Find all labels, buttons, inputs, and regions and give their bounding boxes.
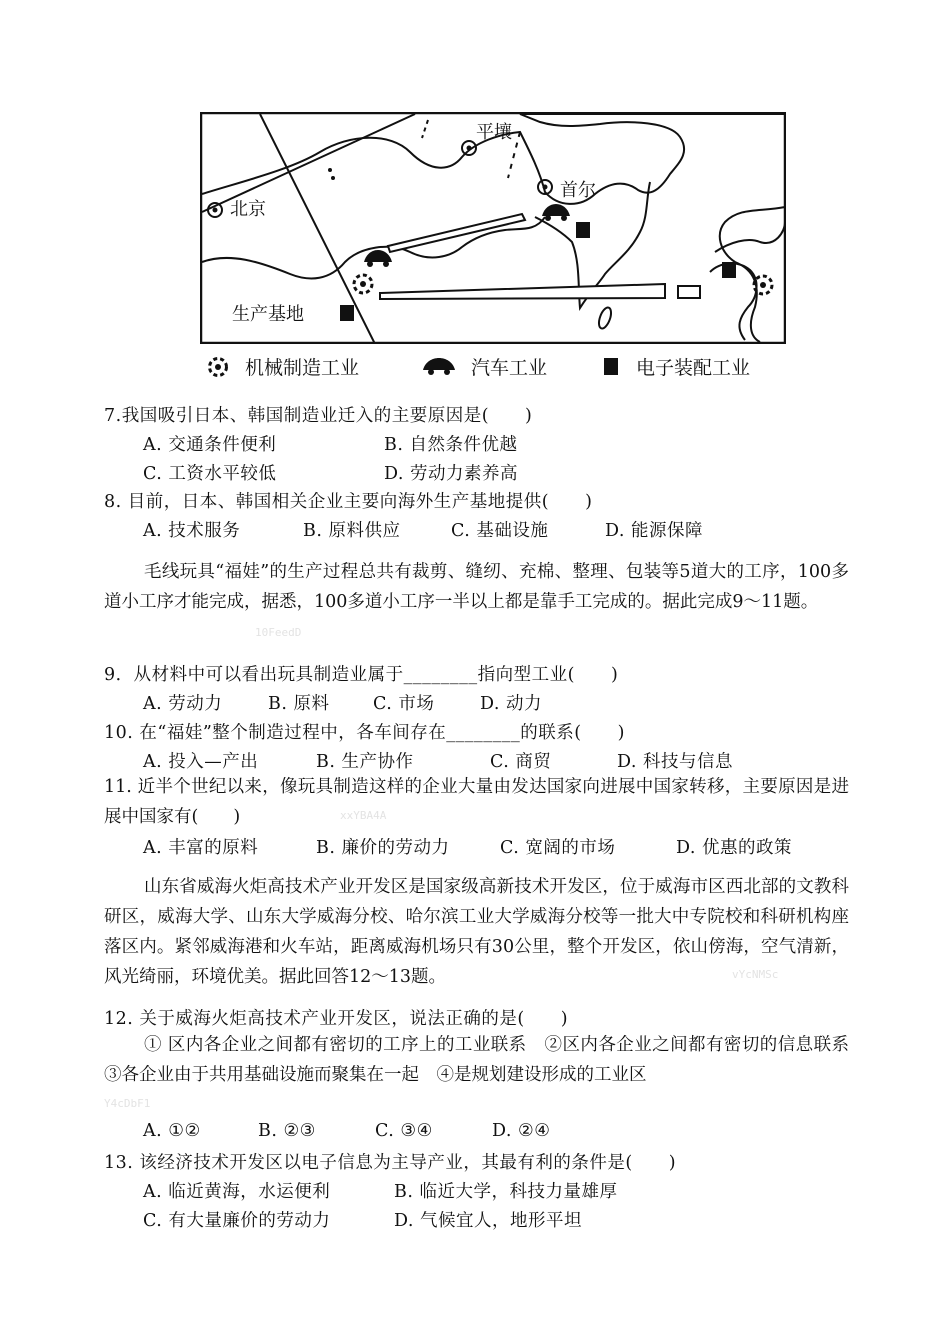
q8-option-c: C. 基础设施 xyxy=(451,521,549,541)
q13-stem: 13. 该经济技术开发区以电子信息为主导产业，其最有利的条件是( ) xyxy=(104,1153,677,1173)
q9-stem: 9．从材料中可以看出玩具制造业属于________指向型工业( ) xyxy=(104,665,619,685)
q11-option-c: C. 宽阔的市场 xyxy=(500,838,616,858)
passage-fuwa: 毛线玩具“福娃”的生产过程总共有裁剪、缝纫、充棉、整理、包装等5道大的工序，100多道小工序才能完成，据悉，100多道小工序一半以上都是靠手工完成的。据此完成9～11题。 xyxy=(104,562,849,612)
q10-stem: 10. 在“福娃”整个制造过程中，各车间存在________的联系( ) xyxy=(104,723,625,743)
q10-option-a: A. 投入—产出 xyxy=(143,752,259,772)
q12-option-a: A. ①② xyxy=(143,1121,201,1141)
label-seoul: 首尔 xyxy=(560,180,596,201)
q7-option-b: B. 自然条件优越 xyxy=(384,435,518,455)
chip-icon xyxy=(602,356,620,378)
q11-option-b: B. 廉价的劳动力 xyxy=(316,838,450,858)
q12-stem: 12. 关于威海火炬高技术产业开发区，说法正确的是( ) xyxy=(104,1009,569,1029)
q13-option-a: A. 临近黄海，水运便利 xyxy=(143,1182,331,1202)
q9-option-a: A. 劳动力 xyxy=(143,694,223,714)
q9-option-c: C. 市场 xyxy=(373,694,435,714)
map-legend xyxy=(205,353,795,383)
watermark: Y4cDbF1 xyxy=(104,1097,151,1110)
legend-label: 汽车工业 xyxy=(471,357,548,379)
q13-option-c: C. 有大量廉价的劳动力 xyxy=(143,1211,331,1231)
q10-option-d: D. 科技与信息 xyxy=(617,752,734,772)
q9-option-b: B. 原料 xyxy=(268,694,330,714)
passage-weihai: 山东省威海火炬高技术产业开发区是国家级高新技术开发区，位于威海市区西北部的文教科研区，威海大学、山东大学威海分校、哈尔滨工业大学威海分校等一批大中专院校和科研机构座落区内。紧邻威海港和火车站，距离威海机场只有30公里，整个开发区，依山傍海，空气清新，风光绮丽，环境优美。据此回答12～13题。 xyxy=(104,877,849,987)
chip-icon xyxy=(722,262,736,278)
q12-option-d: D. ②④ xyxy=(492,1121,551,1141)
q7-option-c: C. 工资水平较低 xyxy=(143,464,277,484)
legend-label: 机械制造工业 xyxy=(245,357,360,379)
chip-icon xyxy=(340,305,354,321)
q10-option-c: C. 商贸 xyxy=(490,752,552,772)
q7-stem: 7.我国吸引日本、韩国制造业迁入的主要原因是( ) xyxy=(104,406,533,426)
legend-item-auto xyxy=(421,353,547,380)
car-icon xyxy=(421,356,457,378)
q11-option-d: D. 优惠的政策 xyxy=(676,838,793,858)
label-beijing: 北京 xyxy=(230,199,266,220)
q8-option-a: A. 技术服务 xyxy=(143,521,241,541)
gear-icon xyxy=(205,354,231,380)
q11-option-a: A. 丰富的原料 xyxy=(143,838,259,858)
q12-option-b: B. ②③ xyxy=(258,1121,316,1141)
legend-item-electronics xyxy=(602,353,750,380)
q12-option-c: C. ③④ xyxy=(375,1121,433,1141)
q11-stem: 11. 近半个世纪以来，像玩具制造这样的企业大量由发达国家向进展中国家转移，主要原因是进展中国家有( ) xyxy=(104,777,849,827)
q13-option-d: D. 气候宜人，地形平坦 xyxy=(394,1211,583,1231)
q12-statements: ① 区内各企业之间都有密切的工序上的工业联系 ②区内各企业之间都有密切的信息联系 ③各企业由于共用基础设施而聚集在一起 ④是规划建设形成的工业区 xyxy=(104,1035,867,1085)
industry-transfer-map xyxy=(200,112,786,344)
q8-option-b: B. 原料供应 xyxy=(303,521,401,541)
label-pyongyang: 平壤 xyxy=(476,122,512,143)
legend-label: 电子装配工业 xyxy=(636,357,751,379)
q10-option-b: B. 生产协作 xyxy=(316,752,414,772)
q13-option-b: B. 临近大学，科技力量雄厚 xyxy=(394,1182,618,1202)
q9-option-d: D. 动力 xyxy=(480,694,543,714)
legend-item-machinery xyxy=(205,353,359,380)
q8-stem: 8. 目前，日本、韩国相关企业主要向海外生产基地提供( ) xyxy=(104,492,593,512)
chip-icon xyxy=(576,222,590,238)
watermark: xxYBA4A xyxy=(340,809,387,822)
watermark: vYcNMSc xyxy=(732,968,779,981)
label-production-base: 生产基地 xyxy=(232,304,304,325)
q7-option-a: A. 交通条件便利 xyxy=(143,435,277,455)
watermark: 10FeedD xyxy=(255,626,302,639)
q8-option-d: D. 能源保障 xyxy=(605,521,704,541)
q7-option-d: D. 劳动力素养高 xyxy=(384,464,519,484)
